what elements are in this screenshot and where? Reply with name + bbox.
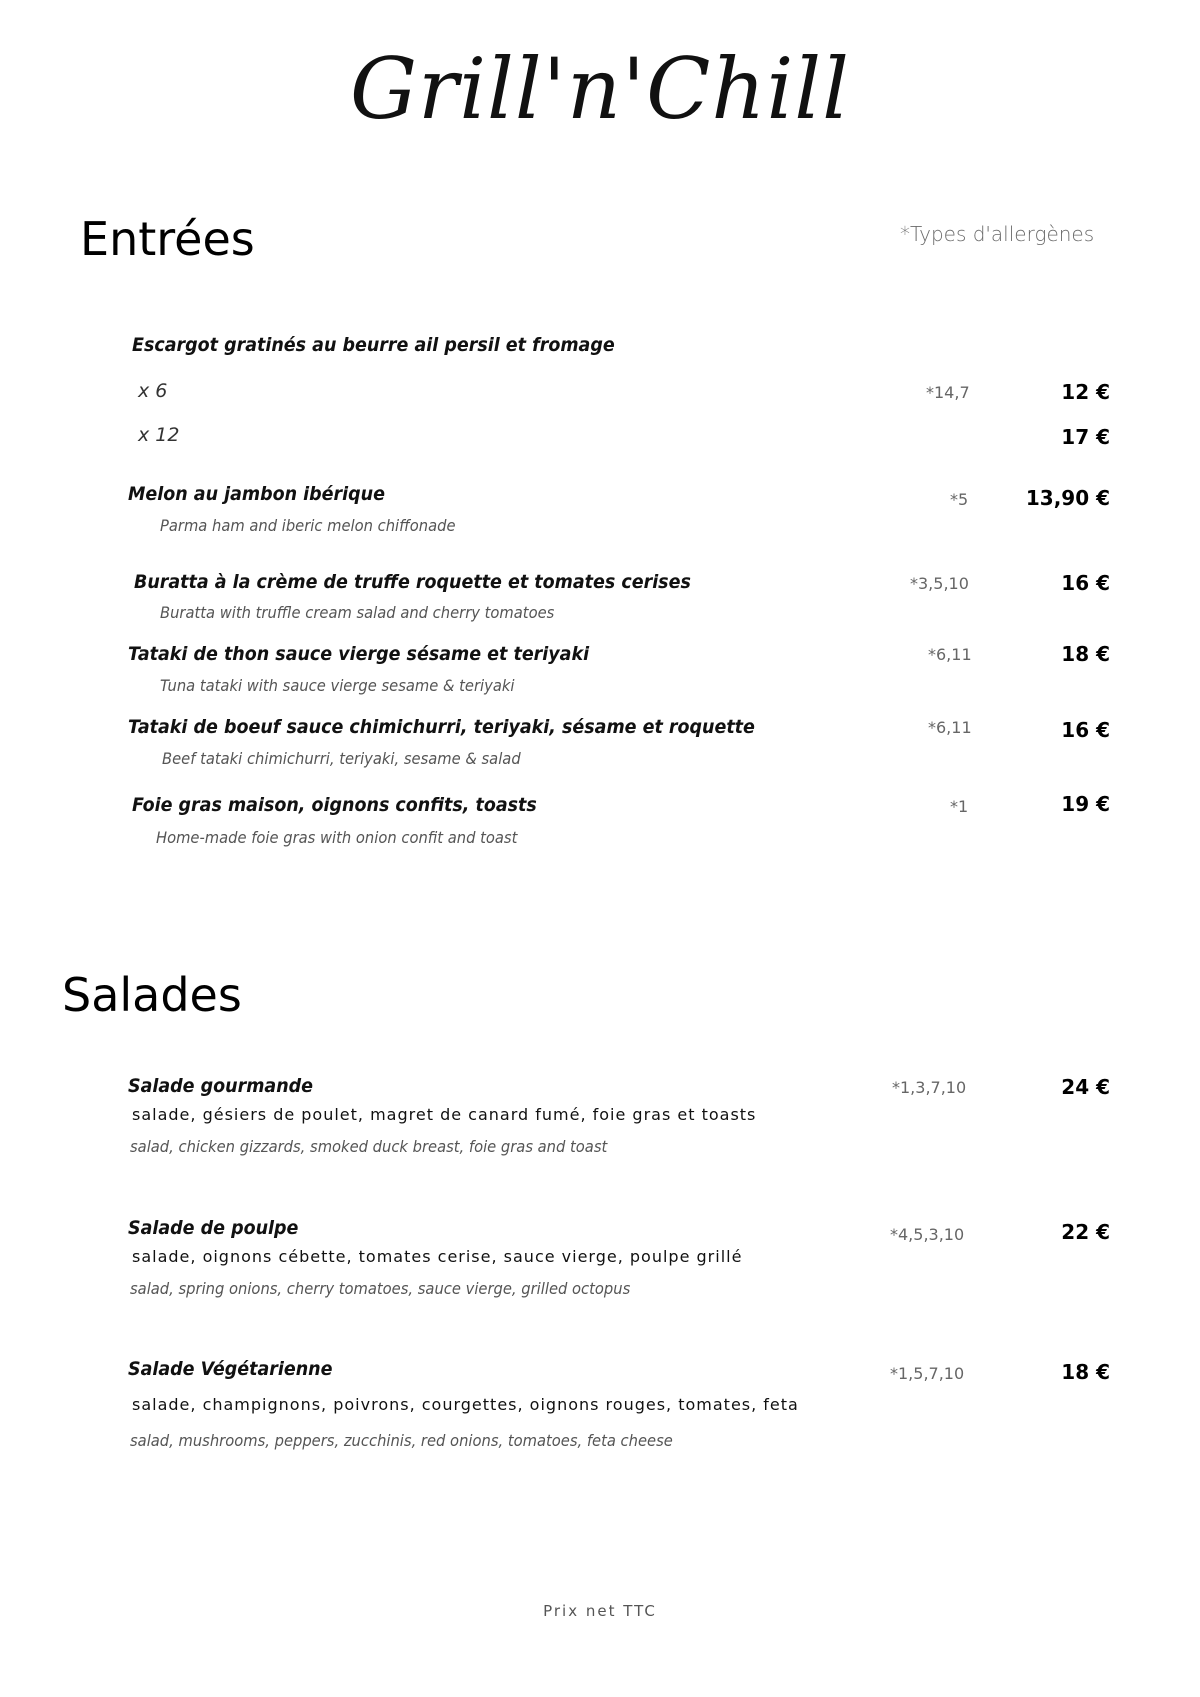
item-description-en: salad, chicken gizzards, smoked duck breast, foie gras and toast	[130, 1137, 608, 1156]
item-name: Foie gras maison, oignons confits, toasts	[132, 794, 537, 816]
item-description-en: salad, spring onions, cherry tomatoes, sauce vierge, grilled octopus	[130, 1279, 631, 1298]
item-name: Salade gourmande	[128, 1075, 314, 1097]
portion-label: x 12	[138, 424, 180, 446]
item-description-fr: salade, oignons cébette, tomates cerise, sauce vierge, poulpe grillé	[132, 1247, 743, 1266]
item-name: Salade de poulpe	[128, 1217, 299, 1239]
item-price: 18 €	[1061, 642, 1110, 666]
item-allergens: *1	[950, 797, 969, 816]
item-description-en: salad, mushrooms, peppers, zucchinis, red onions, tomatoes, feta cheese	[130, 1431, 673, 1450]
item-price: 19 €	[1061, 792, 1110, 816]
item-price: 16 €	[1061, 718, 1110, 742]
item-allergens: *1,3,7,10	[892, 1078, 967, 1097]
item-allergens: *4,5,3,10	[890, 1225, 965, 1244]
item-price: 24 €	[1061, 1075, 1110, 1099]
footer-price-note: Prix net TTC	[543, 1602, 657, 1620]
item-name: Escargot gratinés au beurre ail persil et fromage	[132, 334, 615, 356]
item-price: 16 €	[1061, 571, 1110, 595]
item-price: 22 €	[1061, 1220, 1110, 1244]
item-price: 18 €	[1061, 1360, 1110, 1384]
section-title-salades: Salades	[62, 968, 242, 1022]
item-description-fr: salade, champignons, poivrons, courgettes, oignons rouges, tomates, feta	[132, 1395, 799, 1414]
section-title-entrees: Entrées	[80, 212, 255, 266]
item-description: Beef tataki chimichurri, teriyaki, sesame & salad	[162, 749, 521, 768]
item-allergens: *6,11	[928, 645, 972, 664]
item-description: Parma ham and iberic melon chiffonade	[160, 516, 456, 535]
allergen-types-note: *Types d'allergènes	[900, 222, 1095, 246]
item-description: Tuna tataki with sauce vierge sesame & teriyaki	[160, 676, 515, 695]
item-price: 13,90 €	[1025, 486, 1110, 510]
item-price: 12 €	[1061, 380, 1110, 404]
item-name: Tataki de boeuf sauce chimichurri, teriyaki, sésame et roquette	[128, 716, 755, 738]
item-name: Buratta à la crème de truffe roquette et tomates cerises	[134, 571, 691, 593]
item-description: Buratta with truffle cream salad and cherry tomatoes	[160, 603, 555, 622]
item-name: Salade Végétarienne	[128, 1358, 333, 1380]
item-allergens: *3,5,10	[910, 574, 969, 593]
item-description-fr: salade, gésiers de poulet, magret de canard fumé, foie gras et toasts	[132, 1105, 757, 1124]
item-name: Tataki de thon sauce vierge sésame et teriyaki	[128, 643, 590, 665]
item-description: Home-made foie gras with onion confit and toast	[156, 828, 518, 847]
restaurant-logo: Grill'n'Chill	[349, 40, 851, 138]
item-allergens: *5	[950, 490, 969, 509]
item-allergens: *1,5,7,10	[890, 1364, 965, 1383]
item-allergens: *14,7	[926, 383, 970, 402]
item-price: 17 €	[1061, 425, 1110, 449]
item-name: Melon au jambon ibérique	[128, 483, 385, 505]
portion-label: x 6	[138, 380, 168, 402]
item-allergens: *6,11	[928, 718, 972, 737]
